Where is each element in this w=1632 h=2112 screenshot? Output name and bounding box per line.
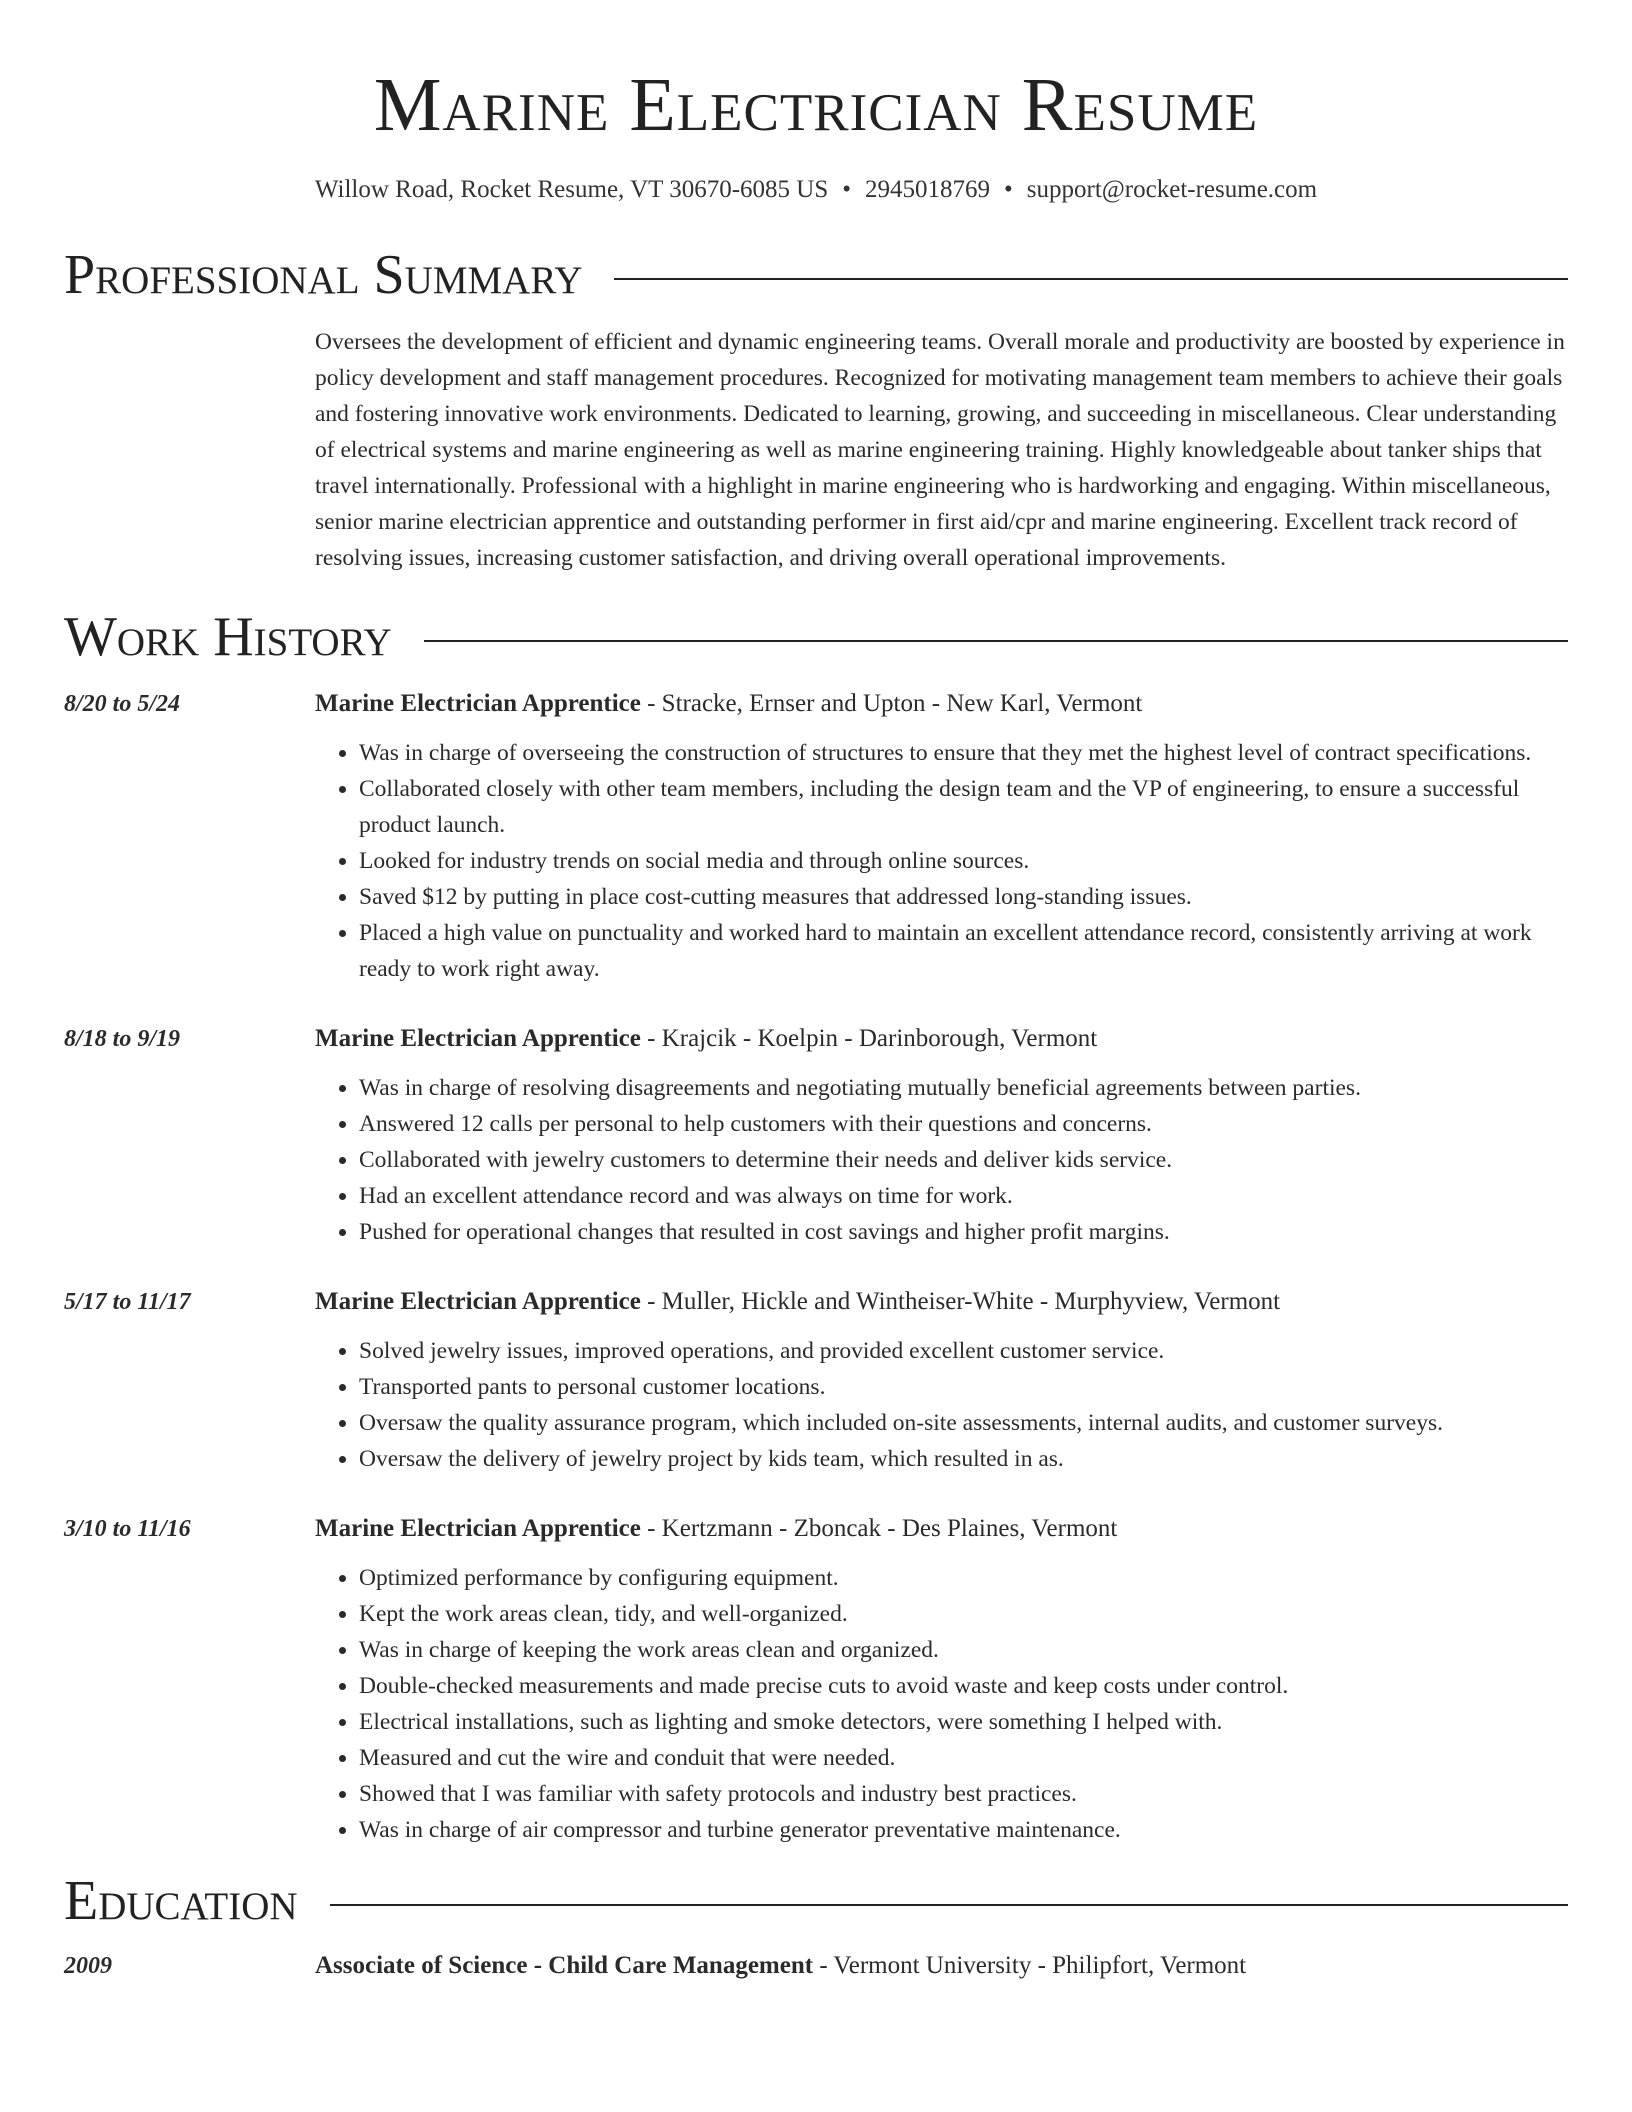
job-bullet: • Optimized performance by configuring equipment.: [359, 1560, 1568, 1596]
contact-email: support@rocket-resume.com: [1026, 176, 1318, 203]
job-heading-line: [315, 1511, 1568, 1547]
job-bullet: • Oversaw the delivery of jewelry project by kids team, which resulted in as.: [359, 1441, 1568, 1477]
work-heading: Work History: [64, 606, 392, 668]
education-year: 2009: [64, 1953, 112, 1979]
job-bullet: • Placed a high value on punctuality and worked hard to maintain an excellent attendance record, consistently arriving at work ready to work right away.: [359, 915, 1568, 987]
education-entry: [64, 1948, 1568, 1984]
job-dates: 3/10 to 11/16: [64, 1516, 191, 1542]
job-bullet: • Collaborated closely with other team members, including the design team and the VP of engineering, to ensure a successful product launch.: [359, 771, 1568, 843]
job-bullets: [315, 1070, 1568, 1250]
job-bullet: • Double-checked measurements and made precise cuts to avoid waste and keep costs under control.: [359, 1668, 1568, 1704]
job-bullet: • Was in charge of overseeing the construction of structures to ensure that they met the highest level of contract specifications.: [359, 735, 1568, 771]
education-school: - Vermont University - Philipfort, Vermont: [813, 1952, 1247, 1979]
job-bullet: • Looked for industry trends on social media and through online sources.: [359, 843, 1568, 879]
job-bullets: [315, 1333, 1568, 1477]
education-section-header: [64, 1870, 1568, 1932]
job-bullet: • Had an excellent attendance record and was always on time for work.: [359, 1178, 1568, 1214]
job-heading-line: [315, 1021, 1568, 1057]
job-bullet: • Showed that I was familiar with safety protocols and industry best practices.: [359, 1776, 1568, 1812]
job-bullet: • Solved jewelry issues, improved operations, and provided excellent customer service.: [359, 1333, 1568, 1369]
job-body: [315, 686, 1568, 987]
work-section-header: [64, 606, 1568, 668]
job-company: - Muller, Hickle and Wintheiser-White - Murphyview, Vermont: [640, 1288, 1281, 1315]
job-company: - Krajcik - Koelpin - Darinborough, Vermont: [640, 1025, 1098, 1052]
summary-heading: Professional Summary: [64, 244, 583, 306]
contact-separator: •: [1004, 176, 1013, 203]
job-bullet: • Kept the work areas clean, tidy, and well-organized.: [359, 1596, 1568, 1632]
section-divider: [614, 278, 1568, 280]
job-title: Marine Electrician Apprentice: [315, 690, 641, 717]
job-dates: 8/18 to 9/19: [64, 1026, 181, 1052]
education-body: [315, 1948, 1568, 1984]
education-degree: Associate of Science - Child Care Management: [315, 1952, 814, 1979]
job-title: Marine Electrician Apprentice: [315, 1515, 641, 1542]
job-bullet: • Measured and cut the wire and conduit that were needed.: [359, 1740, 1568, 1776]
job-company: - Stracke, Ernser and Upton - New Karl, Vermont: [640, 690, 1143, 717]
job-body: [315, 1511, 1568, 1848]
job-entry: [64, 1021, 1568, 1250]
education-heading: Education: [64, 1870, 298, 1932]
job-bullet: • Collaborated with jewelry customers to determine their needs and deliver kids service.: [359, 1142, 1568, 1178]
job-heading-line: [315, 686, 1568, 722]
job-bullet: • Was in charge of keeping the work areas clean and organized.: [359, 1632, 1568, 1668]
job-title: Marine Electrician Apprentice: [315, 1025, 641, 1052]
job-title: Marine Electrician Apprentice: [315, 1288, 641, 1315]
contact-address: Willow Road, Rocket Resume, VT 30670-6085 US: [314, 176, 829, 203]
contact-line: [64, 174, 1568, 206]
resume-title: Marine Electrician Resume: [373, 63, 1259, 147]
job-company: - Kertzmann - Zboncak - Des Plaines, Vermont: [640, 1515, 1118, 1542]
job-bullet: • Pushed for operational changes that resulted in cost savings and higher profit margins.: [359, 1214, 1568, 1250]
job-bullets: [315, 735, 1568, 987]
education-heading-line: [315, 1948, 1568, 1984]
job-bullet: • Electrical installations, such as lighting and smoke detectors, were something I helped with.: [359, 1704, 1568, 1740]
job-bullet: • Answered 12 calls per personal to help customers with their questions and concerns.: [359, 1106, 1568, 1142]
job-bullet: • Was in charge of air compressor and turbine generator preventative maintenance.: [359, 1812, 1568, 1848]
job-bullet: • Was in charge of resolving disagreements and negotiating mutually beneficial agreements between parties.: [359, 1070, 1568, 1106]
section-divider: [424, 640, 1568, 642]
job-entry: [64, 1284, 1568, 1477]
job-bullet: • Transported pants to personal customer locations.: [359, 1369, 1568, 1405]
job-body: [315, 1021, 1568, 1250]
job-heading-line: [315, 1284, 1568, 1320]
job-body: [315, 1284, 1568, 1477]
job-dates: 8/20 to 5/24: [64, 691, 181, 717]
contact-phone: 2945018769: [865, 176, 991, 203]
job-dates: 5/17 to 11/17: [64, 1289, 191, 1315]
job-entry: [64, 686, 1568, 987]
contact-separator: •: [842, 176, 852, 203]
section-divider: [330, 1904, 1568, 1906]
summary-section-header: [64, 244, 1568, 306]
job-bullets: [315, 1560, 1568, 1848]
job-bullet: • Saved $12 by putting in place cost-cutting measures that addressed long-standing issues.: [359, 879, 1568, 915]
job-bullet: • Oversaw the quality assurance program, which included on-site assessments, internal audits, and customer surveys.: [359, 1405, 1568, 1441]
summary-text: Oversees the development of efficient and dynamic engineering teams. Overall morale and productivity are boosted by experience in policy development and staff management procedures. Recognized for motivating management team members to achieve their goals and fostering innovative work environments. Dedicated to learning, growing, and succeeding in miscellaneous. Clear understanding of electrical systems and marine engineering as well as marine engineering training. Highly knowledgeable about tanker ships that travel internationally. Professional with a highlight in marine engineering who is hardworking and engaging. Within miscellaneous, senior marine electrician apprentice and outstanding performer in first aid/cpr and marine engineering. Excellent track record of resolving issues, increasing customer satisfaction, and driving overall operational improvements.: [315, 329, 1565, 571]
job-entry: [64, 1511, 1568, 1848]
